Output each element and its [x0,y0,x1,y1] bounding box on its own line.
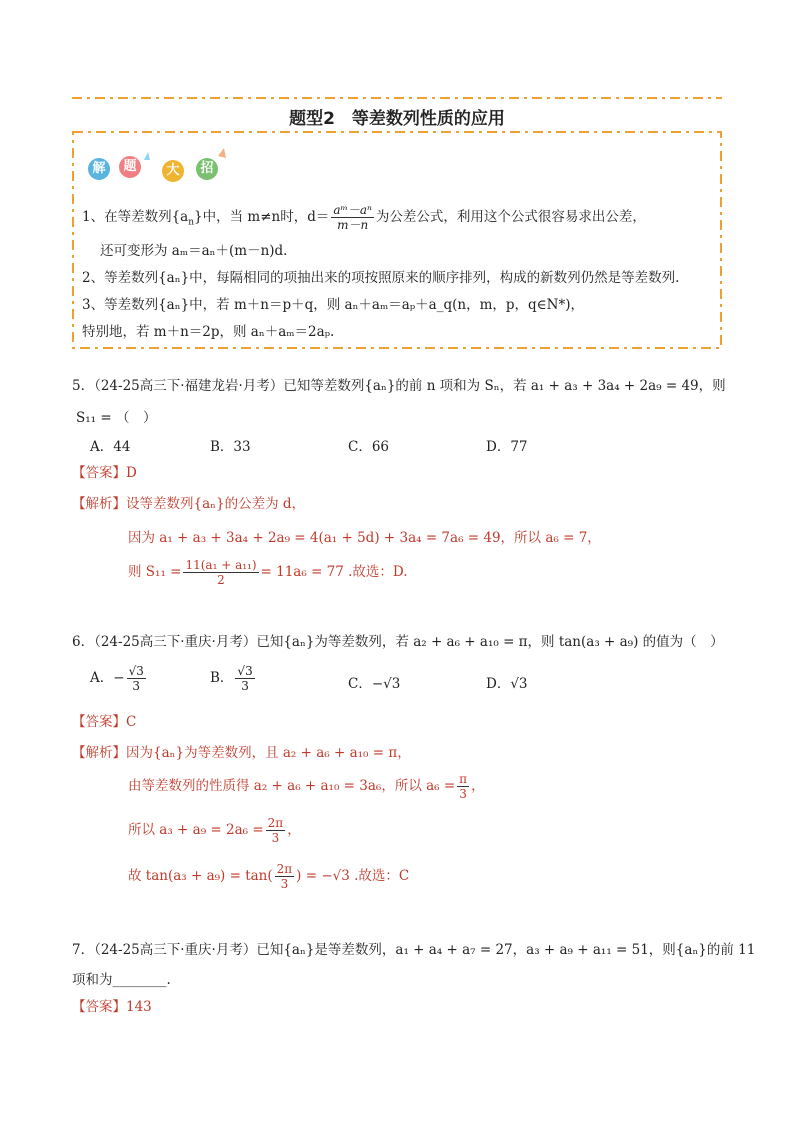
tip-3: 3、等差数列{aₙ}中，若 m＋n＝p＋q，则 aₙ＋aₘ＝aₚ＋a_q(n，m，p，q∈N*)， [82,297,584,313]
q5-analysis-text1: 设等差数列{aₙ}的公差为 d， [126,496,305,512]
q5-a3-denominator: 2 [217,573,225,587]
q6-a2-right: ， [471,778,485,794]
q6-a3-fraction [266,816,286,845]
q6-option-b-label: B． [210,670,234,686]
q6-a3-left: 所以 a₃ + a₉ = 2a₆ = [128,822,264,838]
q5-option-a: A．44 [90,439,131,455]
q6-option-b-fraction [235,664,254,693]
q6-answer-label: 【答案】 [72,714,126,730]
q5-a3-numerator: 11(a₁ + a₁₁) [185,558,257,572]
tip-1-sub: n [188,217,195,228]
q5-answer-label: 【答案】 [72,465,126,481]
q6-a2-fraction [457,772,469,801]
q6-option-d [486,672,528,692]
q6-a4-fraction [275,862,295,891]
q6-analysis-line1 [72,741,411,761]
tip-1-part-c: }中，当 m≠n时，d＝ [194,209,330,225]
q6-option-c-text: −√3 [371,676,401,692]
badge-char-2: 题 [119,156,141,178]
tip-1 [82,203,646,232]
q6-a3-denominator: 3 [271,831,280,845]
tip-1-part-a: 1、在等差数列{a [82,209,189,225]
q6-option-b [210,664,257,693]
badge-char-1: 解 [88,158,110,180]
q6-option-a-num: √3 [128,664,144,678]
q5-analysis-line1 [72,492,305,512]
q5-a3-fraction [183,558,258,587]
q5-analysis-line2: 因为 a₁ + a₃ + 3a₄ + 2a₉ = 4(a₁ + 5d) + 3a₄ = 7a₆ = 49，所以 a₆ = 7， [128,530,601,546]
q5-option-d: D．77 [486,439,528,455]
q6-answer [72,710,136,730]
q5-analysis-line3 [128,558,408,587]
q6-analysis-label: 【解析】 [72,745,126,761]
q6-a4-left: 故 tan(a₃ + a₉) = tan( [128,868,273,884]
q5-option-b: B．33 [210,439,251,455]
q6-a3-numerator: 2π [267,816,284,830]
q6-a4-denominator: 3 [280,877,289,891]
badge-char-4: 招 [196,158,218,180]
tip-1-denominator: m－n [337,218,369,232]
q6-option-a-sign: − [113,670,125,686]
q6-option-c-label: C． [348,676,372,692]
q7-answer-label: 【答案】 [72,999,126,1015]
q5-answer [72,461,137,481]
q6-option-c [348,672,400,692]
q6-stem: 6．（24-25高三下·重庆·月考）已知{aₙ}为等差数列，若 a₂ + a₆ + a₁₀ = π，则 tan(a₃ + a₉) 的值为（ ） [72,634,724,650]
q6-analysis-line4 [128,862,409,891]
q5-stem-line2: S₁₁ = （ ） [76,410,157,426]
q5-a3-right: = 11a₆ = 77 .故选：D. [260,564,408,580]
tip-4: 特别地，若 m＋n＝2p，则 aₙ＋aₘ＝2aₚ. [82,324,335,340]
tip-1-cont: 还可变形为 aₘ＝aₙ＋(m－n)d. [100,243,288,259]
q6-option-a-label: A． [90,670,114,686]
q6-answer-value: C [126,714,137,730]
tip-1-part-d: 为公差公式，利用这个公式很容易求出公差， [375,209,646,225]
q6-a3-right: ， [287,822,301,838]
q5-a3-left: 则 S₁₁ = [128,564,182,580]
q6-option-b-den: 3 [241,679,249,693]
q6-analysis-line2 [128,772,485,801]
q6-option-b-num: √3 [237,664,253,678]
q5-analysis-label: 【解析】 [72,496,126,512]
q7-stem-line1: 7．（24-25高三下·重庆·月考）已知{aₙ}是等差数列，a₁ + a₄ + a₇ = 27，a₃ + a₉ + a₁₁ = 51，则{aₙ}的前 11 [72,942,756,958]
q6-option-d-text: √3 [510,676,528,692]
tip-2: 2、等差数列{aₙ}中，每隔相同的项抽出来的项按照原来的顺序排列，构成的新数列仍然是等差数列. [82,270,680,286]
q6-a2-denominator: 3 [459,787,467,801]
section-title: 题型2 等差数列性质的应用 [289,109,505,129]
q7-stem-line2: 项和为________. [72,972,171,988]
q7-answer [72,995,152,1015]
q6-a4-right: ) = −√3 .故选：C [296,868,410,884]
q6-analysis-text1: 因为{aₙ}为等差数列，且 a₂ + a₆ + a₁₀ = π， [126,745,411,761]
q6-option-a-fraction [127,664,146,693]
q7-answer-value: 143 [126,999,152,1015]
q6-option-d-label: D． [486,676,511,692]
tip-1-numerator: aᵐ－aⁿ [333,203,372,217]
q6-analysis-line3 [128,816,301,845]
badge-char-3: 大 [162,160,184,182]
q5-answer-value: D [126,465,137,481]
q6-option-a-den: 3 [132,679,141,693]
q6-a2-numerator: π [459,772,468,786]
tip-1-fraction [331,203,374,232]
q5-stem-line1: 5．（24-25高三下·福建龙岩·月考）已知等差数列{aₙ}的前 n 项和为 Sₙ，若 a₁ + a₃ + 3a₄ + 2a₉ = 49，则 [72,378,726,394]
q6-option-a [90,664,148,693]
badge-sparkle-icon [140,146,240,166]
q6-a2-left: 由等差数列的性质得 a₂ + a₆ + a₁₀ = 3a₆，所以 a₆ = [128,778,456,794]
q5-option-c: C．66 [348,439,390,455]
q6-a4-numerator: 2π [276,862,293,876]
